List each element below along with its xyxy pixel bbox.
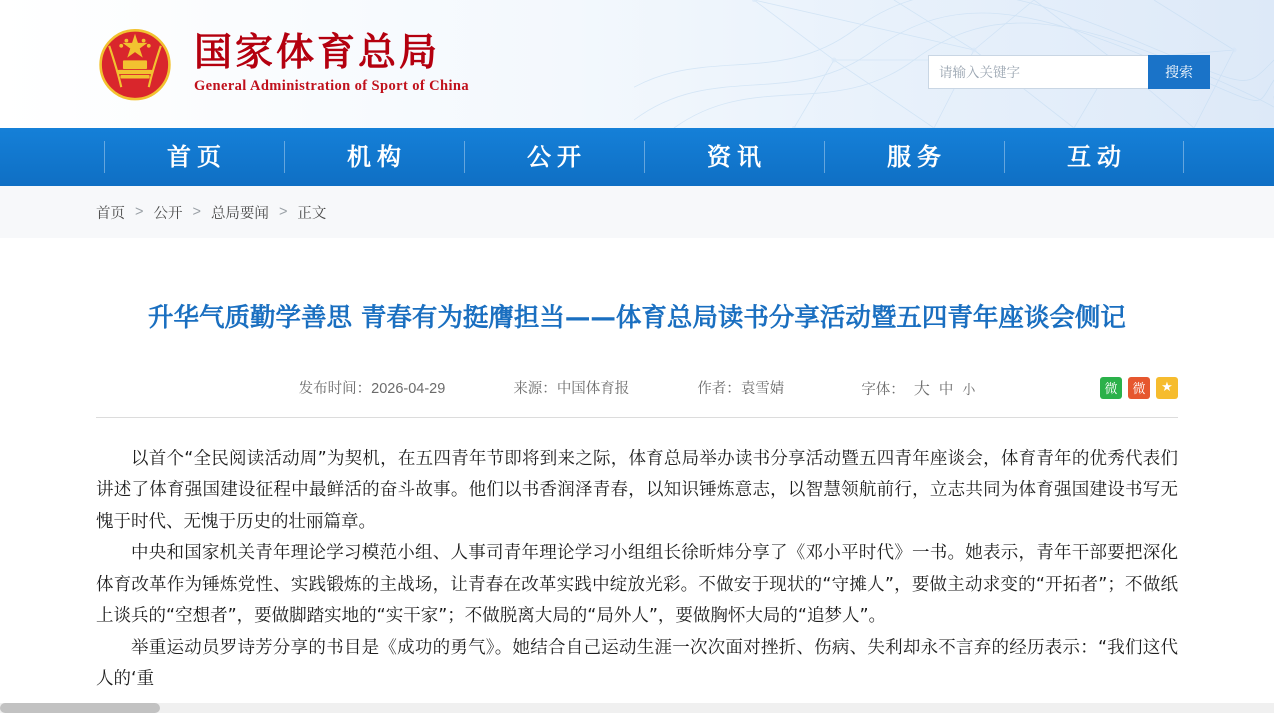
font-size-switcher	[852, 376, 975, 399]
nav-item-home[interactable]: 首页	[104, 128, 284, 186]
breadcrumb	[0, 186, 1274, 238]
breadcrumb-separator: >	[192, 204, 201, 220]
article-source-label: 来源：	[513, 381, 557, 398]
article-author-value: 袁雪婧	[740, 381, 785, 398]
publish-time	[299, 377, 446, 398]
font-size-label: 字体：	[861, 382, 905, 399]
meta-divider	[96, 417, 1178, 418]
article-paragraph: 中央和国家机关青年理论学习模范小组、人事司青年理论学习小组组长徐昕炜分享了《邓小平时代》一书。她表示，青年干部要把深化体育改革作为锤炼党性、实践锻炼的主战场，让青春在改革实践中绽放光彩。不做安于现状的“守摊人”，要做主动求变的“开拓者”；不做纸上谈兵的“空想者”，要做脚踏实地的“实干家”；不做脱离大局的“局外人”，要做胸怀大局的“追梦人”。	[96, 543, 1178, 627]
breadcrumb-separator: >	[278, 204, 288, 220]
article-author	[697, 377, 784, 398]
wechat-share-icon[interactable]: 微	[1100, 377, 1122, 399]
breadcrumb-item-disclosure[interactable]: 公开	[153, 205, 183, 222]
article-author-label: 作者：	[697, 381, 741, 398]
nav-item-organization[interactable]: 机构	[284, 128, 464, 186]
nav-item-services[interactable]: 服务	[824, 128, 1004, 186]
font-size-large[interactable]: 大	[913, 381, 930, 399]
site-subtitle: General Administration of Sport of China	[194, 78, 469, 95]
article	[0, 300, 1274, 696]
article-meta	[96, 373, 1178, 403]
weibo-share-icon[interactable]: 微	[1128, 377, 1150, 399]
breadcrumb-item-headlines[interactable]: 总局要闻	[210, 205, 269, 222]
nav-item-interaction[interactable]: 互动	[1004, 128, 1184, 186]
horizontal-scrollbar[interactable]	[0, 703, 1274, 713]
article-paragraph: 以首个“全民阅读活动周”为契机，在五四青年节即将到来之际，体育总局举办读书分享活动暨五四青年座谈会，体育青年的优秀代表们讲述了体育强国建设征程中最鲜活的奋斗故事。他们以书香润泽青春，以知识锤炼意志，以智慧领航前行，立志共同为体育强国建设书写无愧于时代、无愧于历史的壮丽篇章。	[96, 448, 1178, 532]
favorite-share-icon[interactable]: ★	[1156, 377, 1178, 399]
search-box[interactable]	[928, 55, 1210, 89]
breadcrumb-item-current: 正文	[297, 205, 327, 222]
search-input[interactable]	[928, 55, 1148, 89]
site-title-block	[194, 31, 469, 96]
article-body	[96, 444, 1178, 696]
publish-time-label: 发布时间：	[298, 381, 372, 398]
article-source	[513, 377, 629, 398]
publish-time-value: 2026-04-29	[371, 381, 446, 398]
page-title: 升华气质勤学善思 青春有为挺膺担当——体育总局读书分享活动暨五四青年座谈会侧记	[148, 303, 1126, 333]
breadcrumb-item-home[interactable]: 首页	[96, 205, 125, 222]
site-header	[0, 0, 1274, 128]
main-nav	[0, 128, 1274, 186]
site-title: 国家体育总局	[194, 29, 441, 74]
nav-item-news[interactable]: 资讯	[644, 128, 824, 186]
breadcrumb-separator: >	[135, 204, 144, 220]
article-source-value: 中国体育报	[556, 381, 630, 398]
site-logo[interactable]	[92, 20, 469, 106]
scrollbar-thumb[interactable]	[0, 703, 160, 713]
article-paragraph: 举重运动员罗诗芳分享的书目是《成功的勇气》。她结合自己运动生涯一次次面对挫折、伤病、失利却永不言弃的经历表示：“我们这代人的‘重	[96, 637, 1178, 690]
search-button[interactable]: 搜索	[1148, 55, 1210, 89]
font-size-medium[interactable]: 中	[938, 382, 954, 399]
national-emblem-icon	[92, 20, 178, 106]
font-size-small[interactable]: 小	[962, 382, 976, 398]
nav-item-disclosure[interactable]: 公开	[464, 128, 644, 186]
share-bar	[1100, 377, 1178, 399]
